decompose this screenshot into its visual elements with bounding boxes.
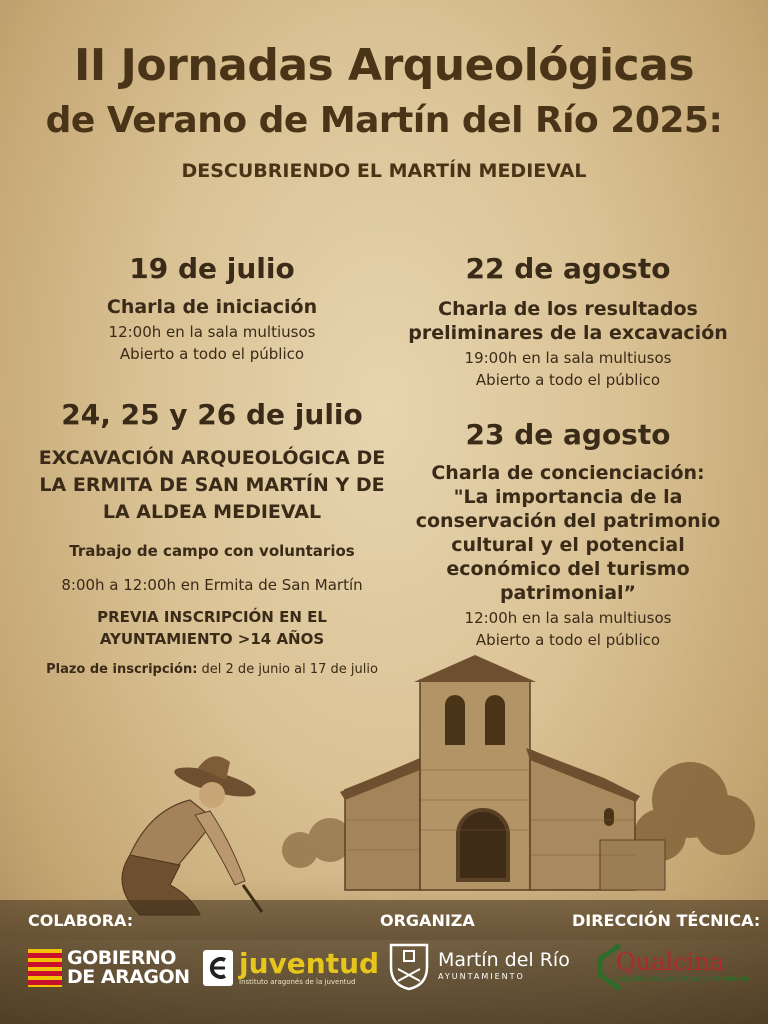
main-title-line-1: II Jornadas Arqueológicas xyxy=(73,40,695,91)
event-title-line: conservación del patrimonio xyxy=(415,510,721,532)
event-title: Charla de iniciación xyxy=(106,296,318,318)
gobierno-line-2: DE ARAGON xyxy=(67,966,190,988)
juventud-logo xyxy=(203,946,379,990)
colabora-label: COLABORA: xyxy=(28,911,134,930)
event-24-26-julio xyxy=(20,398,404,680)
event-audience: Abierto a todo el público xyxy=(119,345,305,363)
aragon-flag-icon xyxy=(28,949,62,987)
juventud-mark-icon xyxy=(203,950,233,986)
main-title-line-2: de Verano de Martín del Río 2025: xyxy=(45,100,723,141)
event-time: 19:00h en la sala multiusos xyxy=(464,349,672,367)
event-title-line: "La importancia de la xyxy=(453,486,683,508)
event-audience: Abierto a todo el público xyxy=(475,631,661,649)
event-22-agosto xyxy=(376,252,760,391)
event-date: 24, 25 y 26 de julio xyxy=(61,398,363,431)
gobierno-line-1: GOBIERNO xyxy=(67,947,176,969)
direccion-label: DIRECCIÓN TÉCNICA: xyxy=(572,911,761,930)
event-title-line: Charla de los resultados xyxy=(438,298,698,320)
event-23-agosto xyxy=(376,418,760,651)
martin-del-rio-logo xyxy=(388,940,570,992)
event-title-line: patrimonial” xyxy=(499,582,637,604)
deadline-value: del 2 de junio al 17 de julio xyxy=(197,662,378,677)
shield-icon xyxy=(388,941,430,991)
juventud-subtext: Instituto aragonés de la juventud xyxy=(239,978,356,986)
event-audience: Abierto a todo el público xyxy=(475,371,661,389)
event-date: 19 de julio xyxy=(129,252,295,285)
event-title-line: LA ERMITA DE SAN MARTÍN Y DE xyxy=(39,474,385,496)
subtitle: DESCUBRIENDO EL MARTÍN MEDIEVAL xyxy=(181,160,587,182)
organiza-label: ORGANIZA xyxy=(380,911,475,930)
martin-text: Martín del Río xyxy=(438,949,570,971)
hermitage-illustration xyxy=(0,640,768,940)
juventud-text: juventud xyxy=(239,947,380,980)
event-work: Trabajo de campo con voluntarios xyxy=(69,542,355,560)
event-inscription-line: AYUNTAMIENTO >14 AÑOS xyxy=(99,630,325,648)
qualcina-text: Qualcina xyxy=(616,947,724,976)
martin-subtext: AYUNTAMIENTO xyxy=(438,972,525,981)
event-19-julio xyxy=(20,252,404,365)
deadline-label: Plazo de inscripción: xyxy=(46,662,198,677)
event-title-line: económico del turismo xyxy=(446,558,690,580)
event-time: 12:00h en la sala multiusos xyxy=(464,609,672,627)
event-inscription-line: PREVIA INSCRIPCIÓN EN EL xyxy=(97,608,327,626)
event-title-line: EXCAVACIÓN ARQUEOLÓGICA DE xyxy=(38,447,386,469)
event-title-line: preliminares de la excavación xyxy=(408,322,728,344)
event-title-line: Charla de concienciación: xyxy=(431,462,705,484)
qualcina-subtext: ARQUEOLOGÍA, CULTURA Y PATRIMONIO xyxy=(616,975,751,983)
church-icon xyxy=(340,655,665,890)
gobierno-aragon-logo xyxy=(28,948,190,988)
event-title-line: cultural y el potencial xyxy=(451,534,685,556)
event-time: 12:00h en la sala multiusos xyxy=(108,323,316,341)
event-date: 23 de agosto xyxy=(465,418,671,451)
event-time: 8:00h a 12:00h en Ermita de San Martín xyxy=(61,576,363,594)
event-date: 22 de agosto xyxy=(465,252,671,285)
event-title-line: LA ALDEA MEDIEVAL xyxy=(102,501,322,523)
qualcina-logo xyxy=(590,936,751,996)
